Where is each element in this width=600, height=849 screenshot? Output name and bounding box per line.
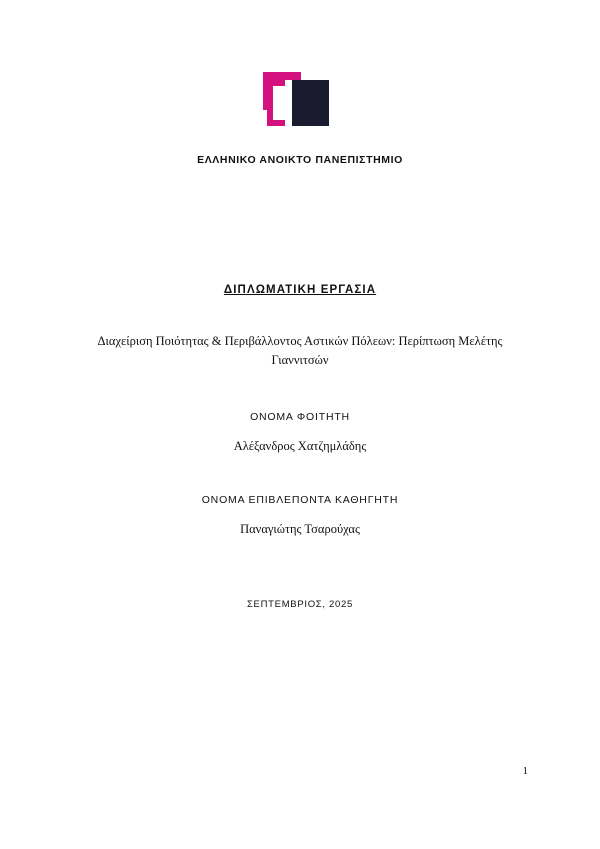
supervisor-name: Παναγιώτης Τσαρούχας bbox=[240, 521, 360, 536]
open-book-logo-icon bbox=[263, 72, 337, 128]
thesis-title: Διαχείριση Ποιότητας & Περιβάλλοντος Αστικών Πόλεων: Περίπτωση Μελέτης Γιαννιτσών bbox=[97, 334, 503, 368]
university-name: ΕΛΛΗΝΙΚΟ ΑΝΟΙΚΤΟ ΠΑΝΕΠΙΣΤΗΜΙΟ bbox=[197, 154, 403, 166]
publication-date: ΣΕΠΤΕΜΒΡΙΟΣ, 2025 bbox=[246, 598, 353, 610]
student-block bbox=[0, 411, 600, 454]
student-name: Αλέξανδρος Χατζημλάδης bbox=[233, 438, 367, 453]
supervisor-block bbox=[0, 494, 600, 537]
logo-book-page bbox=[273, 86, 289, 120]
student-label: ΟΝΟΜΑ ΦΟΙΤΗΤΗ bbox=[250, 410, 350, 423]
university-logo bbox=[250, 0, 350, 132]
document-type-heading: ΔΙΠΛΩΜΑΤΙΚΗ ΕΡΓΑΣΙΑ bbox=[223, 284, 377, 296]
page-number: 1 bbox=[522, 765, 528, 777]
supervisor-label: ΟΝΟΜΑ ΕΠΙΒΛΕΠΟΝΤΑ ΚΑΘΗΓΗΤΗ bbox=[201, 493, 399, 506]
